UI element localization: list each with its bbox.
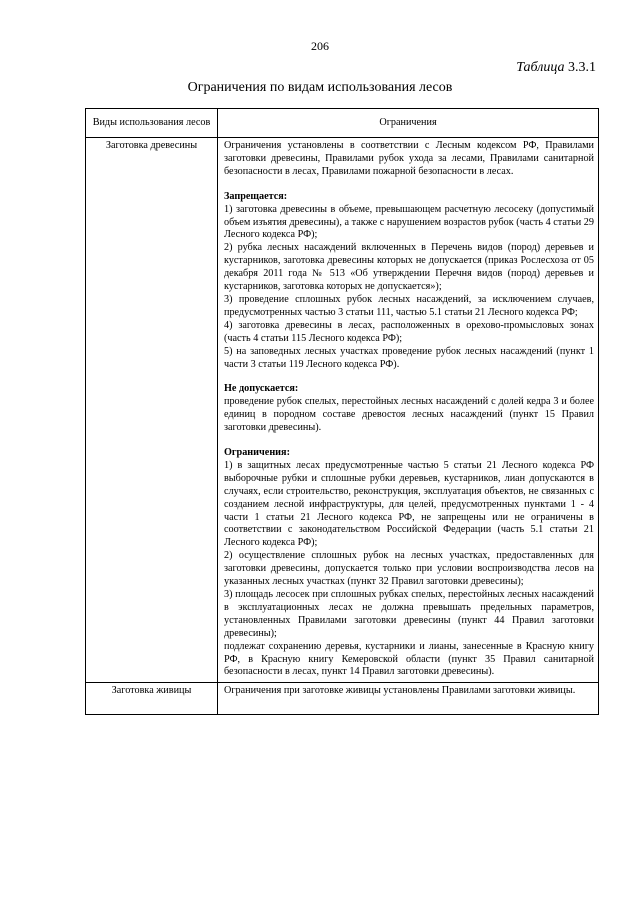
limitation-item: 2) осуществление сплошных рубок на лесных участках, предоставленных для заготовки древесины, допускается только при условии воспроизводства лесов на указанных лесных участках (пункт 32 Правил заготовки древесины); [224,550,594,588]
limitation-item: 1) в защитных лесах предусмотренные частью 5 статьи 21 Лесного кодекса РФ выборочные рубки и сплошные рубки деревьев, кустарников, лиан допускаются в случаях, если строительство, реконструкция, эксплуатация объектов, не связанных с созданием лесной инфраструктуры, для целей, предусмотренных пунктами 1 - 4 части 1 статьи 21 Лесного кодекса РФ, не запрещены или не ограничены в соответствии с законодательством Российской Федерации (часть 5.1 статьи 21 Лесного кодекса РФ); [224,459,594,549]
not-allowed-heading: Не допускается: [224,383,299,395]
limitations-heading: Ограничения: [224,447,290,459]
table-row-resin-harvesting [86,683,599,715]
page-number: 206 [311,39,329,53]
limitation-item: подлежат сохранению деревья, кустарники и лианы, занесенные в Красную книгу РФ, в Красную книгу Кемеровской области (пункт 35 Правил санитарной безопасности в лесах, пункт 14 Правил заготовки древесины). [224,640,594,678]
prohibited-item: 1) заготовка древесины в объеме, превышающем расчетную лесосеку (допустимый объем изъятия древесины), а также с нарушением возрастов рубок (часть 4 статьи 29 Лесного кодекса РФ); [224,203,594,241]
table-title: Ограничения по видам использования лесов [187,80,453,95]
restrictions-table [85,108,599,715]
table-row-wood-harvesting [86,138,599,683]
blank-line [224,698,594,711]
use-type-cell: Заготовка древесины [86,138,218,683]
column-header-use-type: Виды использования лесов [86,109,218,138]
intro-paragraph: Ограничения при заготовке живицы установлены Правилами заготовки живицы. [224,685,576,697]
table-label [516,60,596,76]
not-allowed-text: проведение рубок спелых, перестойных лесных насаждений с долей кедра 3 и более единиц в породном составе древостоя лесных насаждений (пункт 15 Правил заготовки древесины). [224,396,594,434]
prohibited-item: 2) рубка лесных насаждений включенных в Перечень видов (пород) деревьев и кустарников, заготовка древесины которых не допускается (приказ Рослесхоза от 05 декабря 2011 года № 513 «Об утверждении Перечня видов (пород) деревьев и кустарников, заготовка которых не допускается»); [224,242,594,293]
table-label-number: 3.3.1 [568,60,596,75]
prohibited-item: 4) заготовка древесины в лесах, расположенных в орехово-промысловых зонах (часть 4 статьи 115 Лесного кодекса РФ); [224,319,594,344]
column-header-restrictions: Ограничения [218,109,599,138]
restrictions-cell [218,683,599,715]
prohibited-item: 5) на заповедных лесных участках проведение рубок лесных насаждений (пункт 1 части 3 статьи 119 Лесного кодекса РФ). [224,345,594,370]
prohibited-item: 3) проведение сплошных рубок лесных насаждений, за исключением случаев, предусмотренных частью 3 статьи 111, частью 5.1 статьи 21 Лесного кодекса РФ; [224,293,594,318]
prohibited-heading: Запрещается: [224,190,288,202]
limitation-item: 3) площадь лесосек при сплошных рубках спелых, перестойных лесных насаждений в эксплуатационных лесах не должна превышать предельных параметров, установленных Правилами заготовки древесины (пункт 44 Правил заготовки древесины); [224,589,594,639]
table-label-word: Таблица [516,60,565,75]
intro-paragraph: Ограничения установлены в соответствии с Лесным кодексом РФ, Правилами заготовки древесины, Правилами рубок ухода за лесами, Правилами санитарной безопасности в лесах, Правилами пожарной безопасности в лесах. [224,140,594,177]
restrictions-cell [218,138,599,683]
use-type-cell: Заготовка живицы [86,683,218,715]
table-header-row [86,109,599,138]
